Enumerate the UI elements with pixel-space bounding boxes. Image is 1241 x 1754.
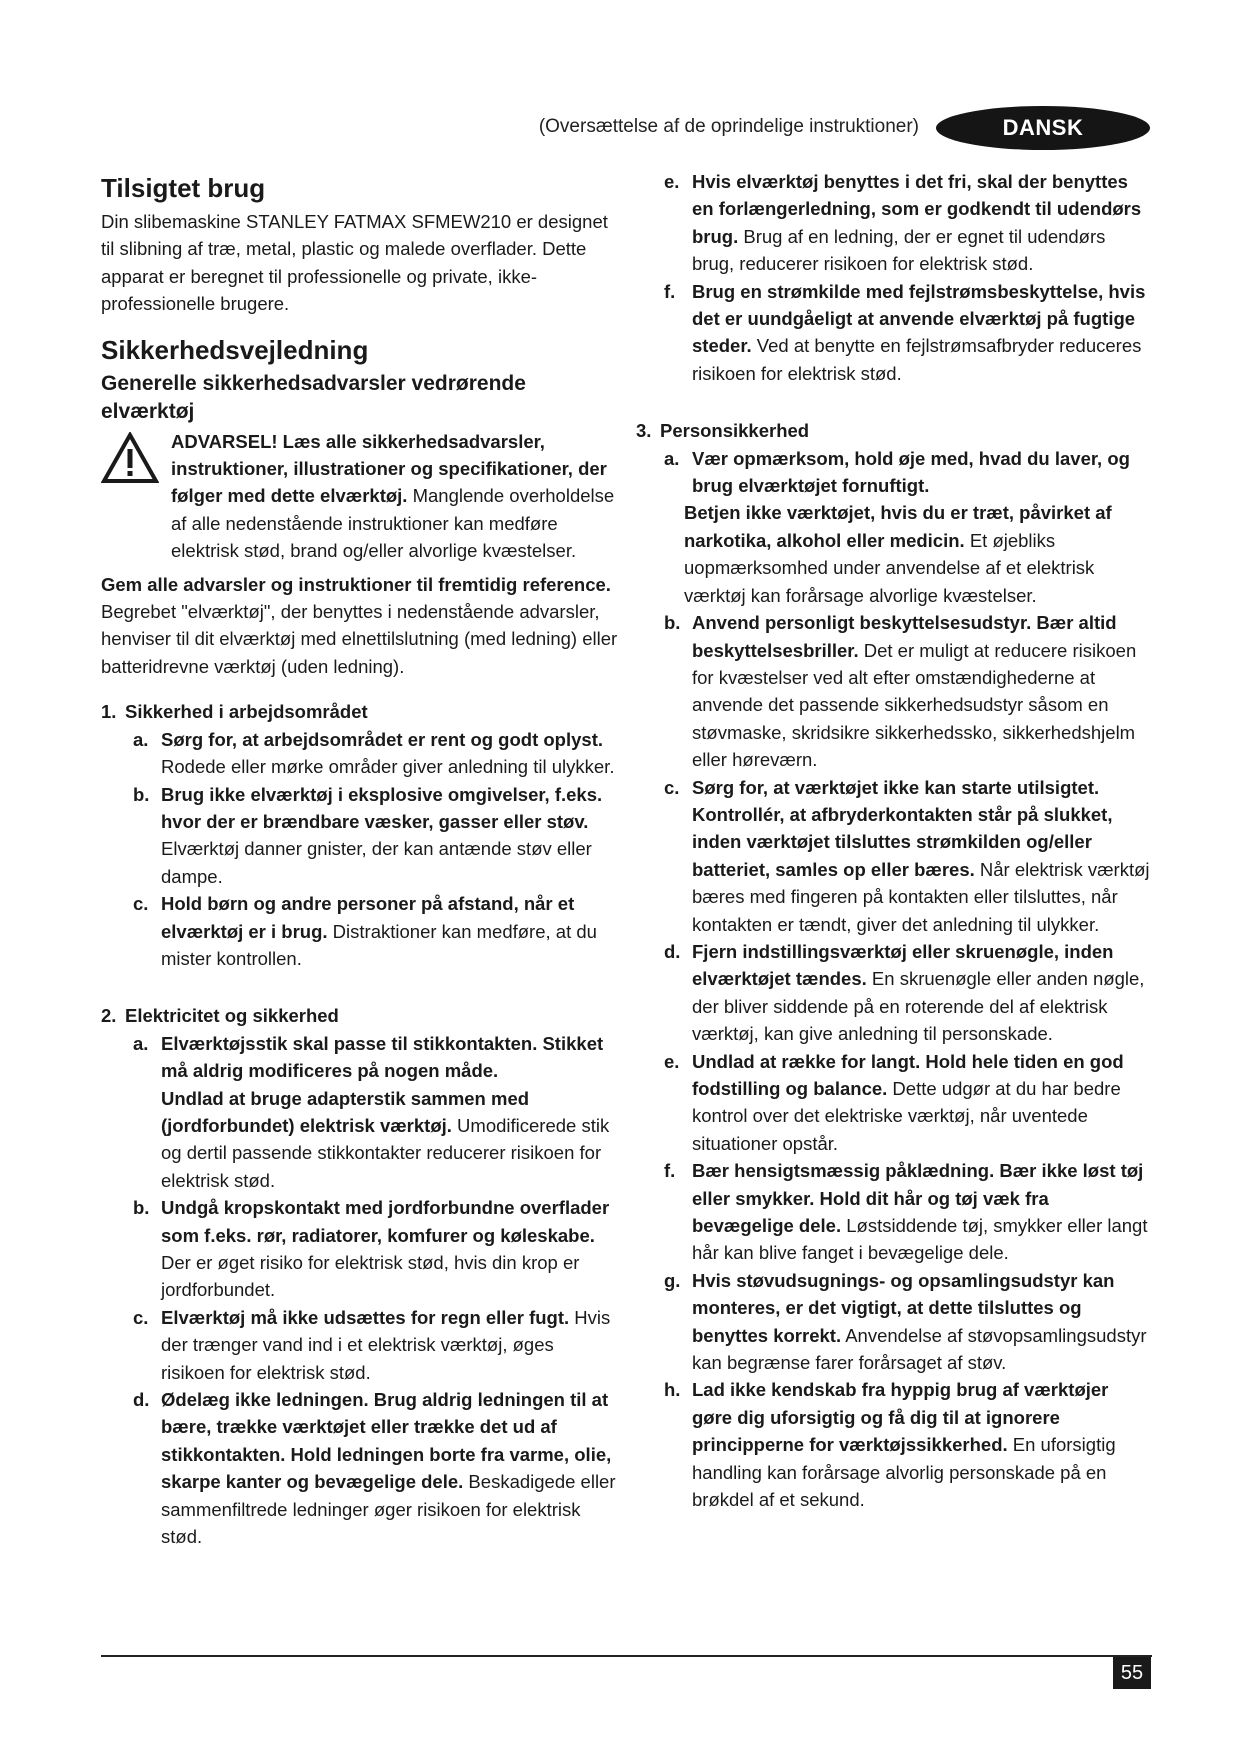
intended-use-text: Din slibemaskine STANLEY FATMAX SFMEW210 er designet til slibning af træ, metal, plastic og malede overflader. Dette apparat er beregnet til professionelle og private, ikke-professionelle brugere. [101, 211, 608, 315]
section-2-title [101, 1002, 621, 1029]
item-text: Når elektrisk værktøj bæres med fingeren på kontakten eller tilsluttes, når kontakten er tændt, giver det anledning til ulykker. [692, 858, 1150, 935]
para-bold: Undlad at bruge adapterstik sammen med (jordforbundet) elektrisk værktøj. [161, 1087, 530, 1136]
item-bold: Elværktøjsstik skal passe til stikkontakten. Stikket må aldrig modificeres på nogen måde. [161, 1032, 604, 1082]
left-column [101, 168, 621, 1550]
item-text: Dette udgør at du har bedre kontrol over det elektriske værktøj, når uventede situationer opstår. [692, 1078, 1121, 1154]
list-item [636, 168, 1151, 278]
list-item [101, 1386, 621, 1550]
item-label: a. [133, 728, 149, 750]
list-item [101, 1304, 621, 1386]
sub-paragraph [636, 499, 1151, 609]
item-text: Anvendelse af støvopsamlingsudstyr kan begrænse farer forårsaget af støv. [692, 1324, 1147, 1374]
item-label: c. [133, 1306, 149, 1328]
item-text: Hvis der trænger vand ind i et elektrisk værktøj, øges risikoen for elektrisk stød. [161, 1306, 611, 1383]
warning-text: Manglende overholdelse af alle nedenstående instruktioner kan medføre elektrisk stød, brand og/eller alvorlige kvæstelser. [171, 485, 615, 562]
section-title: Sikkerhed i arbejdsområdet [125, 701, 368, 723]
item-text: Distraktioner kan medføre, at du mister kontrollen. [161, 920, 597, 969]
list-item [636, 445, 1151, 500]
footer-divider [101, 1655, 1152, 1657]
intended-use-title: Tilsigtet brug [101, 173, 266, 203]
warning-block [101, 428, 621, 565]
item-label: a. [133, 1032, 149, 1054]
right-column [636, 168, 1151, 1514]
item-label: c. [133, 893, 149, 915]
item-bold: Elværktøj må ikke udsættes for regn eller fugt. [161, 1306, 570, 1328]
item-label: h. [664, 1379, 681, 1401]
item-bold: Ødelæg ikke ledningen. Brug aldrig ledningen til at bære, trække værktøjet eller trække det ud af stikkontakten. Hold ledningen borte fra varme, olie, skarpe kanter og bevægelige dele. [161, 1389, 612, 1493]
list-item [636, 1048, 1151, 1158]
section-number: 2. [101, 1005, 117, 1027]
item-text: En uforsigtig handling kan forårsage alvorlig personskade på en brøkdel af et sekund. [692, 1434, 1116, 1511]
item-text: Rodede eller mørke områder giver anledning til ulykker. [161, 756, 615, 778]
sub-paragraph [101, 1085, 621, 1195]
item-bold: Hold børn og andre personer på afstand, når et elværktøj er i brug. [161, 893, 575, 942]
item-text: Der er øget risiko for elektrisk stød, hvis din krop er jordforbundet. [161, 1252, 580, 1301]
section-number: 3. [636, 420, 652, 442]
list-item [101, 1194, 621, 1304]
item-label: c. [664, 776, 680, 798]
term-definition: Begrebet "elværktøj", der benyttes i nedenstående advarsler, henviser til dit elværktøj med elnettilslutning (med ledning) eller batteridrevne værktøj (uden ledning). [101, 601, 618, 677]
list-item [636, 774, 1151, 938]
item-bold: Hvis elværktøj benyttes i det fri, skal der benyttes en forlængerledning, som er godkendt til udendørs brug. [692, 171, 1142, 247]
list-item [636, 1376, 1151, 1513]
item-label: f. [664, 280, 676, 302]
safety-title: Sikkerhedsvejledning [101, 334, 369, 365]
item-text: Brug af en ledning, der er egnet til udendørs brug, reducerer risikoen for elektrisk stød. [692, 225, 1106, 275]
section-title: Personsikkerhed [660, 420, 810, 442]
list-item [636, 609, 1151, 773]
item-label: f. [664, 1160, 676, 1182]
language-badge: DANSK [936, 106, 1150, 150]
list-item [101, 1030, 621, 1085]
safety-subtitle: Generelle sikkerhedsadvarsler vedrørende elværktøj [101, 371, 526, 423]
item-bold: Undgå kropskontakt med jordforbundne overflader som f.eks. rør, radiatorer, komfurer og køleskabe. [161, 1197, 610, 1246]
list-item [636, 1157, 1151, 1267]
item-text: Det er muligt at reducere risikoen for kvæstelser ved alt efter omstændighederne at anvende det passende sikkerhedsudstyr såsom en støvmaske, skridsikre sikkerhedssko, sikkerhedshjelm eller høreværn. [692, 639, 1137, 771]
list-item [101, 726, 621, 781]
list-item [101, 781, 621, 891]
warning-bold: ADVARSEL! Læs alle sikkerhedsadvarsler, instruktioner, illustrationer og specifikationer, der følger med dette elværktøj. [171, 430, 607, 507]
item-bold: Lad ikke kendskab fra hyppig brug af værktøjer gøre dig uforsigtig og få dig til at ignorere principperne for værktøjssikkerhed. [692, 1379, 1109, 1456]
list-item [636, 938, 1151, 1048]
item-bold: Hvis støvudsugnings- og opsamlingsudstyr kan monteres, er det vigtigt, at dette tilsluttes og benyttes korrekt. [692, 1269, 1115, 1346]
item-label: e. [664, 171, 680, 192]
para-text: Umodificerede stik og dertil passende stikkontakter reducerer risikoen for elektrisk stød. [161, 1114, 610, 1191]
header-subtitle: (Oversættelse af de oprindelige instruktioner) [538, 116, 919, 137]
item-text: En skruenøgle eller anden nøgle, der bliver siddende på en roterende del af elektrisk værktøj, kan give anledning til personskade. [692, 968, 1145, 1045]
save-instructions: Gem alle advarsler og instruktioner til fremtidig reference. [101, 573, 611, 595]
item-label: b. [133, 783, 150, 805]
item-text: Beskadigede eller sammenfiltrede ledninger øger risikoen for elektrisk stød. [161, 1471, 616, 1548]
section-title: Elektricitet og sikkerhed [125, 1005, 339, 1027]
item-bold: Undlad at række for langt. Hold hele tiden en god fodstilling og balance. [692, 1050, 1124, 1099]
item-bold: Fjern indstillingsværktøj eller skruenøgle, inden elværktøjet tændes. [692, 940, 1114, 990]
item-label: d. [133, 1389, 150, 1411]
item-label: b. [664, 612, 681, 634]
para-bold: Betjen ikke værktøjet, hvis du er træt, påvirket af narkotika, alkohol eller medicin. [684, 502, 1112, 551]
list-item [101, 890, 621, 972]
warning-triangle-icon [101, 428, 161, 565]
item-text: Elværktøj danner gnister, der kan antænde støv eller dampe. [161, 838, 592, 887]
list-item [636, 1267, 1151, 1377]
para-text: Et øjebliks uopmærksomhed under anvendelse af et elektrisk værktøj kan forårsage alvorlige kvæstelser. [684, 529, 1095, 606]
page-number: 55 [1113, 1657, 1151, 1689]
section-1-title [101, 698, 621, 725]
item-bold: Sørg for, at arbejdsområdet er rent og godt oplyst. [161, 728, 604, 750]
list-item [636, 278, 1151, 388]
section-3-title [636, 417, 1151, 444]
item-label: d. [664, 940, 681, 962]
item-bold: Vær opmærksom, hold øje med, hvad du laver, og brug elværktøjet fornuftigt. [692, 447, 1130, 497]
section-number: 1. [101, 701, 117, 723]
item-label: g. [664, 1269, 681, 1291]
item-bold: Brug en strømkilde med fejlstrømsbeskyttelse, hvis det er uundgåeligt at anvende elværktøj på fugtige steder. [692, 280, 1146, 357]
item-label: a. [664, 447, 680, 469]
item-bold: Bær hensigtsmæssig påklædning. Bær ikke løst tøj eller smykker. Hold dit hår og tøj væk fra bevægelige dele. [692, 1160, 1144, 1237]
item-label: e. [664, 1050, 680, 1072]
item-bold: Sørg for, at værktøjet ikke kan starte utilsigtet. Kontrollér, at afbryderkontakten står på slukket, inden værktøjet tilsluttes strømkilden og/eller batteriet, samles op eller bæres. [692, 776, 1113, 880]
item-text: Løstsiddende tøj, smykker eller langt hår kan blive fanget i bevægelige dele. [692, 1215, 1148, 1264]
item-label: b. [133, 1197, 150, 1219]
item-bold: Brug ikke elværktøj i eksplosive omgivelser, f.eks. hvor der er brændbare væsker, gasser eller støv. [161, 783, 603, 832]
item-bold: Anvend personligt beskyttelsesudstyr. Bær altid beskyttelsesbriller. [692, 612, 1117, 661]
item-text: Ved at benytte en fejlstrømsafbryder reduceres risikoen for elektrisk stød. [692, 335, 1142, 384]
